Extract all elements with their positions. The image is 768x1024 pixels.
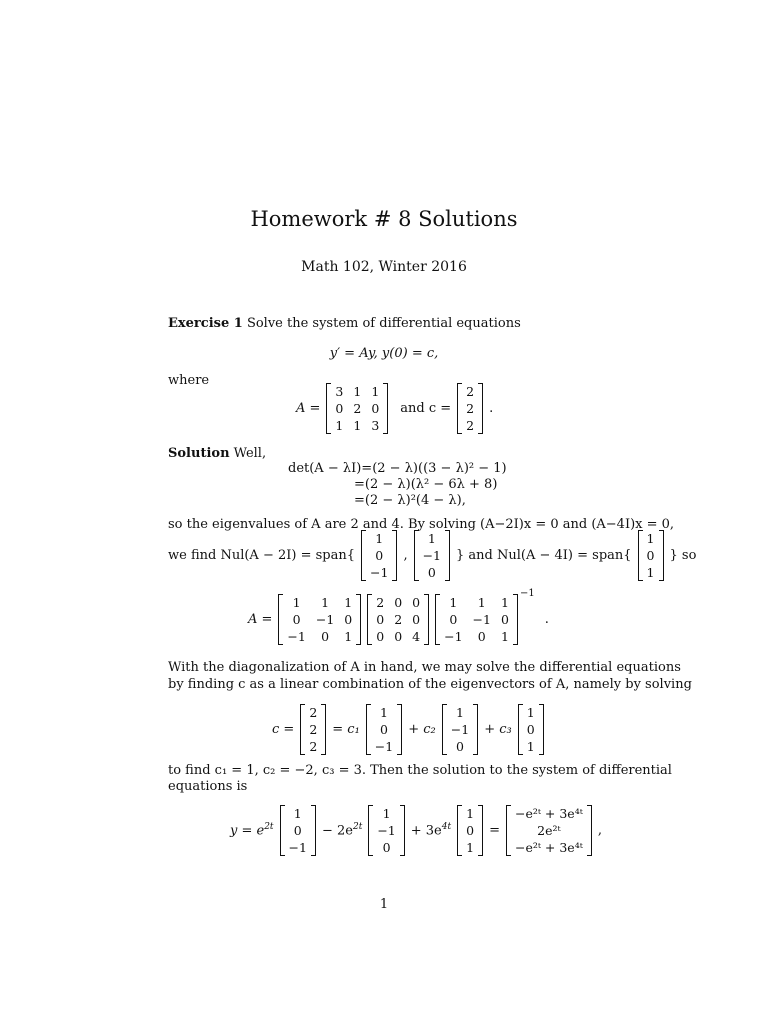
- matrix-cell: −1: [315, 612, 335, 627]
- exp-2t-b: 2t: [352, 822, 363, 833]
- matrix-cell: −1: [370, 565, 389, 580]
- page-subtitle: Math 102, Winter 2016: [301, 259, 467, 275]
- matrix-cell: 0: [394, 595, 403, 610]
- matrix-cell: 1: [477, 595, 486, 610]
- page-number: 1: [379, 897, 389, 912]
- matrix-cell: −1: [288, 840, 307, 855]
- matrix-cell: 1: [427, 531, 436, 546]
- plus-c3: + c₃: [484, 722, 512, 737]
- so-text: } so: [669, 548, 697, 563]
- matrix-cell: −1: [450, 722, 470, 737]
- matrix-cell: 2: [353, 401, 362, 416]
- matrix-cell: 2: [309, 722, 318, 737]
- matrix-cell: 0: [427, 565, 436, 580]
- matrix-cell: 0: [412, 595, 421, 610]
- matrix-cell: 0: [466, 823, 475, 838]
- matrix-cell: 1: [456, 705, 464, 720]
- inverse-exponent: −1: [519, 588, 535, 599]
- and-c-label: and c =: [400, 401, 452, 416]
- matrix-cell: 2: [376, 595, 385, 610]
- exercise-text: Solve the system of differential equations: [246, 316, 521, 331]
- matrix-cell: 1: [321, 595, 330, 610]
- solution-label: Solution: [168, 446, 230, 461]
- final-comma: ,: [597, 823, 602, 838]
- matrix-cell: 2: [394, 612, 403, 627]
- diag-A-label: A =: [248, 612, 273, 627]
- matrix-cell: 0: [371, 401, 380, 416]
- matrix-cell: 1: [466, 806, 475, 821]
- matrix-cell: −1: [422, 548, 442, 563]
- matrix-cell: −1: [287, 629, 306, 644]
- and-nul-text: } and Nul(A − 4I) = span{: [456, 548, 632, 563]
- vector-c: [457, 383, 483, 434]
- we-find-text: we find Nul(A − 2I) = span{: [168, 548, 355, 563]
- matrix-cell: 1: [292, 595, 301, 610]
- matrix-cell: 0: [456, 739, 464, 754]
- matrix-cell: 1: [500, 595, 509, 610]
- ode-equation: y′ = Ay, y(0) = c,: [329, 346, 439, 361]
- matrix-cell: 4: [412, 629, 421, 644]
- comma: ,: [403, 548, 408, 563]
- matrix-cell: 1: [353, 384, 362, 399]
- matrix-cell: 3: [335, 384, 344, 399]
- matrix-cell: −e²ᵗ + 3e⁴ᵗ: [514, 806, 583, 821]
- y-label: $y = e^{2t}$: [230, 822, 274, 839]
- exercise-statement: [168, 316, 521, 332]
- minus-2e: − $2e^{2t}$: [321, 822, 363, 839]
- paragraph-1-line-1: With the diagonalization of A in hand, we may solve the differential equations: [168, 660, 681, 675]
- sol-eigenvector-2: [368, 805, 404, 856]
- matrix-cell: 1: [526, 739, 535, 754]
- matrix-cell: 0: [380, 722, 388, 737]
- matrix-cell: 1: [646, 565, 655, 580]
- page-title: Homework # 8 Solutions: [250, 207, 518, 231]
- eq-c1: = c₁: [332, 722, 360, 737]
- matrix-cell: 2e²ᵗ: [537, 823, 561, 838]
- matrix-A: [326, 383, 388, 434]
- matrix-P: [278, 594, 361, 645]
- det-line-2: =(2 − λ)(λ² − 6λ + 8): [354, 477, 498, 492]
- matrix-cell: 0: [500, 612, 509, 627]
- exercise-label: Exercise 1: [168, 316, 243, 331]
- where-label: where: [168, 373, 210, 388]
- matrix-cell: 0: [382, 840, 391, 855]
- matrix-cell: 1: [371, 384, 380, 399]
- matrix-cell: 0: [293, 823, 302, 838]
- matrix-cell: 0: [394, 629, 403, 644]
- matrix-cell: 1: [449, 595, 458, 610]
- solution-intro: [168, 446, 266, 462]
- plus-c2: + c₂: [408, 722, 436, 737]
- matrix-cell: 0: [526, 722, 535, 737]
- matrix-cell: 0: [477, 629, 486, 644]
- solution-well: Well,: [233, 446, 267, 461]
- matrix-cell: 0: [646, 548, 655, 563]
- linear-combination: [272, 704, 544, 755]
- matrix-cell: 1: [526, 705, 535, 720]
- matrix-cell: 2: [466, 384, 475, 399]
- matrix-cell: 0: [376, 612, 385, 627]
- matrix-cell: −1: [472, 612, 491, 627]
- matrix-cell: −1: [377, 823, 396, 838]
- matrix-cell: 0: [449, 612, 458, 627]
- matrix-cell: 1: [382, 806, 391, 821]
- matrix-cell: 0: [321, 629, 330, 644]
- diag-period: .: [544, 612, 549, 627]
- lc-eigenvector-2: [442, 704, 478, 755]
- matrix-cell: 1: [646, 531, 655, 546]
- matrix-cell: 0: [375, 548, 384, 563]
- result-vector: [506, 805, 592, 856]
- matrix-cell: 2: [466, 401, 475, 416]
- matrix-cell: 1: [500, 629, 509, 644]
- exp-4t: 4t: [441, 822, 452, 833]
- paragraph-1-line-2: by finding c as a linear combination of the eigenvectors of A, namely by solving: [168, 677, 692, 692]
- matrix-cell: 1: [344, 629, 353, 644]
- sol-eigenvector-1: [280, 805, 316, 856]
- null-spaces: [168, 530, 696, 581]
- matrix-cell: 0: [335, 401, 344, 416]
- eigenvector-1: [361, 530, 397, 581]
- equals-sign: =: [489, 823, 500, 838]
- matrix-cell: 1: [380, 705, 388, 720]
- matrix-cell: 0: [412, 612, 421, 627]
- lc-eigenvector-1: [366, 704, 402, 755]
- matrix-cell: 1: [344, 595, 353, 610]
- period: .: [489, 401, 494, 416]
- paragraph-2-line-1: to find c₁ = 1, c₂ = −2, c₃ = 3. Then the solution to the system of differential: [168, 763, 672, 778]
- vector-c-again: [300, 704, 326, 755]
- det-line-1: det(A − λI)=(2 − λ)((3 − λ)² − 1): [288, 461, 507, 476]
- matrix-cell: −e²ᵗ + 3e⁴ᵗ: [514, 840, 583, 855]
- A-label: A =: [296, 401, 321, 416]
- eigenvector-3: [638, 530, 664, 581]
- det-line-3: =(2 − λ)²(4 − λ),: [354, 493, 466, 508]
- matrix-P-inverse: [435, 594, 518, 645]
- matrix-cell: 2: [309, 739, 318, 754]
- matrix-cell: −1: [444, 629, 463, 644]
- eigenvector-2: [414, 530, 450, 581]
- solution-formula: [230, 805, 602, 856]
- matrix-cell: 1: [466, 840, 475, 855]
- c-label: c =: [272, 722, 295, 737]
- matrix-cell: 0: [292, 612, 301, 627]
- matrix-cell: 1: [375, 531, 384, 546]
- matrix-cell: 2: [466, 418, 475, 433]
- eigenvalues-text: so the eigenvalues of A are 2 and 4. By solving (A−2I)x = 0 and (A−4I)x = 0,: [168, 517, 675, 532]
- diagonalization: [248, 588, 549, 645]
- plus-3e: + $3e^{4t}$: [410, 822, 452, 839]
- matrix-cell: 1: [353, 418, 362, 433]
- matrix-cell: 0: [376, 629, 385, 644]
- matrix-cell: −1: [374, 739, 394, 754]
- exp-2t-a: 2t: [264, 822, 274, 833]
- matrix-cell: 0: [344, 612, 353, 627]
- matrix-definitions: [296, 383, 493, 434]
- matrix-cell: 1: [293, 806, 302, 821]
- matrix-D: [367, 594, 429, 645]
- paragraph-2-line-2: equations is: [168, 779, 248, 794]
- sol-eigenvector-3: [457, 805, 483, 856]
- matrix-cell: 1: [335, 418, 344, 433]
- lc-eigenvector-3: [518, 704, 544, 755]
- matrix-cell: 2: [309, 705, 318, 720]
- matrix-cell: 3: [371, 418, 380, 433]
